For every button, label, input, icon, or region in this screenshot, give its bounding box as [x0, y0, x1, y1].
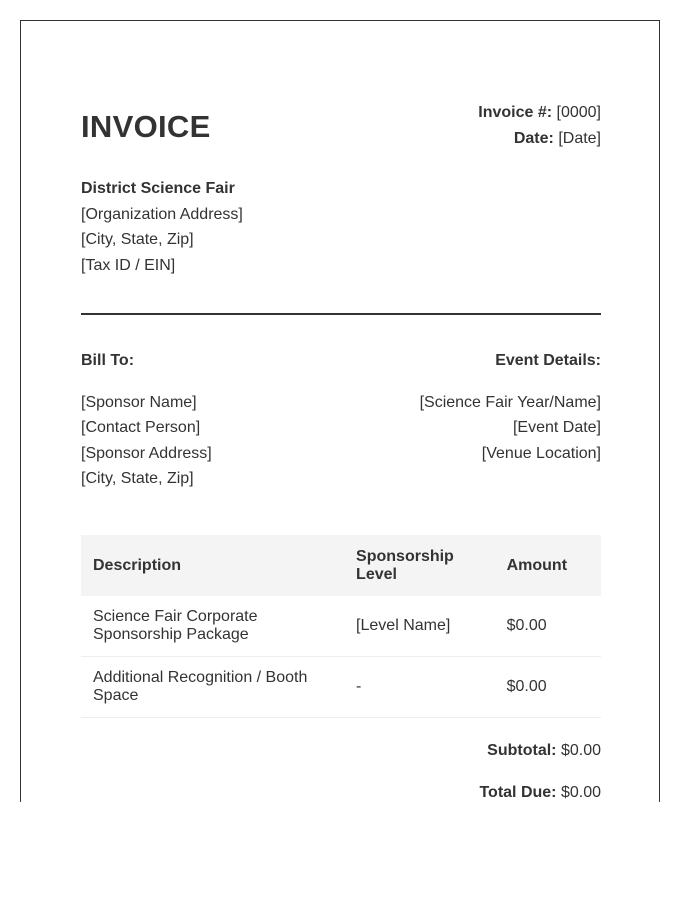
total-due-line	[479, 781, 601, 823]
bill-to-line: [City, State, Zip]	[81, 470, 194, 487]
total-due-label: Total Due:	[479, 784, 557, 801]
column-header-amount: Amount	[495, 535, 601, 596]
event-details-line: [Venue Location]	[481, 444, 601, 462]
event-details-block	[420, 348, 601, 466]
table-row	[81, 657, 601, 718]
invoice-meta	[478, 100, 601, 152]
column-header-description: Description	[81, 535, 344, 596]
total-due-value: $0.00	[560, 784, 601, 801]
invoice-number-line	[478, 100, 601, 126]
row-description: Science Fair Corporate Sponsorship Package	[81, 596, 344, 657]
line-items-table	[81, 535, 601, 718]
row-amount: $0.00	[495, 657, 601, 718]
bill-to-line: [Sponsor Name]	[81, 393, 197, 411]
organization-tax-id: [Tax ID / EIN]	[81, 256, 176, 274]
invoice-date-line	[478, 126, 601, 152]
row-sponsorship-level: [Level Name]	[344, 596, 495, 657]
bill-to-line: [Contact Person]	[81, 419, 201, 436]
organization-name: District Science Fair	[81, 180, 235, 197]
invoice-date-label: Date:	[513, 130, 554, 147]
subtotal-label: Subtotal:	[487, 742, 557, 759]
invoice-title: INVOICE	[81, 109, 211, 144]
event-details-line: [Science Fair Year/Name]	[419, 393, 601, 411]
event-details-line: [Event Date]	[512, 419, 601, 436]
invoice-number-label: Invoice #:	[478, 104, 553, 121]
bill-to-heading: Bill To:	[81, 352, 135, 369]
table-row	[81, 596, 601, 657]
organization-address: [Organization Address]	[81, 205, 243, 223]
table-header-row	[81, 535, 601, 596]
subtotal-value: $0.00	[560, 742, 601, 759]
row-description: Additional Recognition / Booth Space	[81, 657, 344, 718]
bill-to-line: [Sponsor Address]	[81, 444, 212, 462]
bill-to-block	[81, 348, 212, 492]
invoice-page	[20, 20, 660, 802]
invoice-date-value: [Date]	[558, 130, 601, 147]
organization-block	[81, 176, 243, 278]
totals-block	[479, 739, 601, 823]
row-amount: $0.00	[495, 596, 601, 657]
invoice-number-value: [0000]	[556, 104, 601, 121]
row-sponsorship-level: -	[344, 657, 495, 718]
subtotal-line	[479, 739, 601, 781]
column-header-sponsorship-level: Sponsorship Level	[344, 535, 495, 596]
event-details-heading: Event Details:	[495, 352, 601, 369]
header-divider	[81, 313, 601, 315]
organization-city: [City, State, Zip]	[81, 231, 194, 248]
